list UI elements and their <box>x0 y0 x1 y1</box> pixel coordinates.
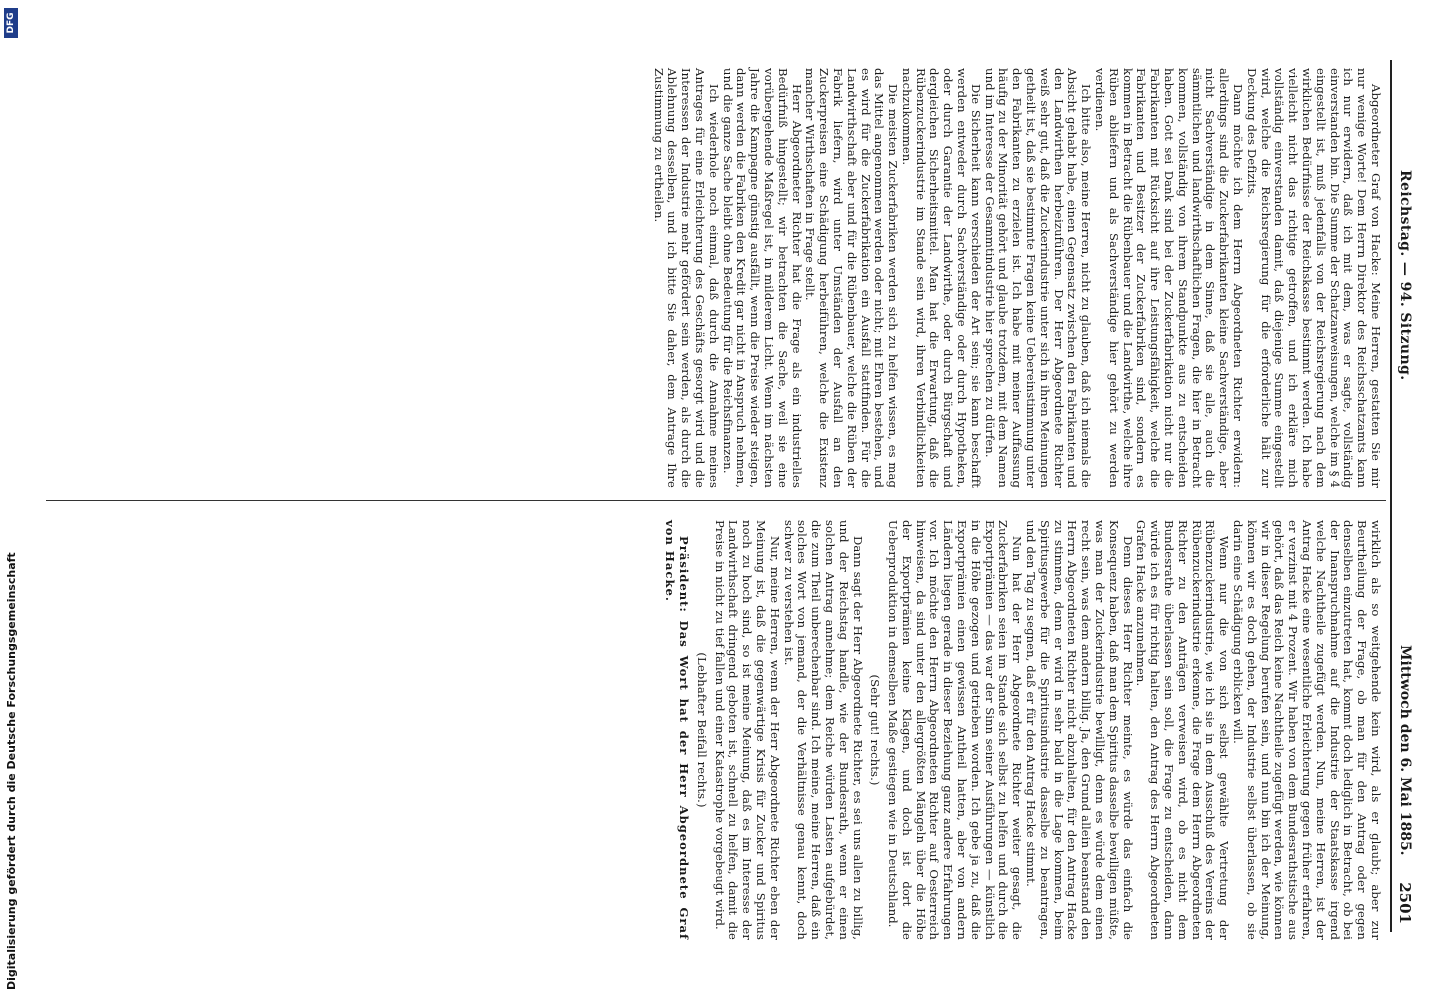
bravo-note: (Lebhafter Beifall rechts.) <box>694 652 709 808</box>
column-divider <box>46 500 1386 501</box>
paragraph: Die Sicherheit kann verschieden der Art sein; sie kann beschafft werden entweder durch Sachverständige oder durch Hypotheken, oder durch Garantie der Landwirthe, oder durch Bürgschaft und dergleichen Sicherheitsmittel. Man hat die Erwartung, daß die Rübenzuckerindustrie im Stande sein wird, ihren Verbindlichkeiten nachzukommen. <box>899 68 983 488</box>
president-line: Präsident: Das Wort hat der Herr Abgeordnete Graf von Hacke. <box>663 520 691 940</box>
paragraph: Herr Abgeordneter Richter hat die Frage als ein industrielles Bedürfniß hingestellt; wir betrachten die Sache, weil sie eine vorübergehende Maßregel ist, in milderem Licht. Wenn im nächsten Jahre die Kampagne günstig ausfällt, wenn die Preise wieder steigen, dann werden die Fabriken den Kredit gar nicht in Anspruch nehmen, und die ganze Sache bleibt ohne Bedeutung für die Reichsfinanzen. <box>720 68 804 488</box>
header-date: Mittwoch den 6. Mai 1885. <box>1397 645 1413 856</box>
paragraph: Abgeordneter Graf von Hacke: Meine Herren, gestatten Sie mir nur wenige Worte! Dem Herrn Direktor des Reichsschatzamts kann ich nur erwidern, daß ich mit dem, was er sagte, vollständig einverstanden bin. Die Summe der Schatzanweisungen, welche im § 4 eingestellt ist, muß jedenfalls von der Reichsregierung nach dem wirklichen Bedürfnisse der Reichskasse bestimmt werden. Ich habe vielleicht nicht das richtige getroffen, und ich erkläre mich vollständig einverstanden damit, daß diejenige Summe eingestellt wird, welche die Reichsregierung für die erforderliche hält zur Deckung des Defizits. <box>1244 68 1383 488</box>
paragraph: Dann sagt der Herr Abgeordnete Richter, es sei uns allen zu billig, und der Reichstag handle, wie der Bundesrath, wenn er einen solchen Antrag annehme; dem Reiche würden Lasten aufgebürdet, die zum Theil unberechenbar sind. Ich meine, meine Herren, daß ein solches Wort von jemand, der die Verhältnisse genau kennt, doch schwer zu verstehen ist. <box>781 520 865 940</box>
left-column <box>651 68 1382 488</box>
dfg-logo: DFG <box>4 8 18 38</box>
paragraph: Dann möchte ich dem Herrn Abgeordneten Richter erwidern: allerdings sind die Zuckerfabrikanten kleine Sachverständige, aber nicht Sachverständige in dem Sinne, daß sie alle, auch die sämmtlichen und landwirthschaftlichen Fragen, die hier in Betracht kommen, vollständig von ihrem Standpunkte aus zu entscheiden haben. Gott sei Dank sind bei der Zuckerfabrikation nicht nur die Fabrikanten mit Rücksicht auf ihre Leistungsfähigkeit, welche die Fabrikanten und Besitzer der Zuckerfabriken sind, sondern es kommen in Betracht die Rübenbauer und die Landwirthe, welche ihre Rüben abliefern und als Sachverständige hier gehört zu werden verdienen. <box>1093 68 1246 488</box>
header-rule <box>1390 60 1392 932</box>
paragraph: Ich wiederhole noch einmal, daß durch die Annahme meines Antrages für eine Erleichterung des Geschäfts gesorgt wird und die Interessen der Industrie mehr gefördert sein werden, als durch die Ablehnung desselben, und ich bitte Sie daher, dem Antrage Ihre Zustimmung zu ertheilen. <box>651 68 721 488</box>
page-number: 2501 <box>1396 882 1414 924</box>
footer-credit-text: Digitalisierung gefördert durch die Deutsche Forschungsgemeinschaft <box>5 552 18 990</box>
applause-note: (Sehr gut! rechts.) <box>868 674 883 786</box>
paragraph: wirklich als so weitgehende kein wird, als er glaubt; aber zur Beurtheilung der Frage, ob man für den Antrag oder gegen denselben einzutreten hat, kommt doch lediglich in Betracht, ob bei der Inanspruchnahme auf die Industrie der Staatskasse irgend welche Nachtheile zugefügt werden. Nun, meine Herren, ist der Antrag Hacke eine wesentliche Erleichterung gegen früher erfahren, er verzinst mit 4 Prozent. Wir haben von dem Bundesrathstische aus gehört, daß das Reich keine Nachtheile zugefügt werden, wie können wir in dieser Regelung berufen sein, und nun bin ich der Meinung, können wir es doch gehen, der Industrie selbst überlassen, ob sie darin eine Schädigung erblicken will. <box>1231 520 1383 940</box>
paragraph: Denn dieses Herr Richter meinte, es würde das einfach die Konsequenz haben, daß man dem Spiritus dasselbe bewilligen müßte, was man der Zuckerindustrie bewilligt, denn es würde dem einen recht sein, was dem andern billig. Ja, den Grund allein beanstand den Herrn Abgeordneten Richter nicht abzuhalten, für den Antrag Hacke zu stimmen, denn er wird in sehr bald in die Lage kommen, beim Spiritusgewerbe für die Spiritusindustrie dasselbe zu beantragen, und den Tag zu segnen, daß er für den Antrag Hacke stimmt. <box>1024 520 1135 940</box>
right-column <box>662 520 1382 940</box>
paragraph: Ich bitte also, meine Herren, nicht zu glauben, daß ich niemals die Absicht gehabt habe, einen Gegensatz zwischen den Fabrikanten und den Landwirthen herbeizuführen. Der Herr Abgeordnete Richter weiß sehr gut, daß die Zuckerindustrie unter sich in ihren Meinungen getheilt ist, daß sie bestimmte Fragen keine Uebereinstimmung unter den Fabrikanten zu erzielen ist. Ich habe mit meiner Auffassung häufig zu der Minorität gehört und glaube trotzdem, mit dem Namen und im Interesse der Gesammtindustrie hier sprechen zu dürfen. <box>982 68 1094 488</box>
paragraph: Die meisten Zuckerfabriken werden sich zu helfen wissen, es mag das Mittel angenommen werden oder nicht; mit Ehren bestehen, und es wird für die Zuckerfabrikation ein Ausfall stattfinden. Für die Landwirthschaft aber und für die Rübenbauer, welche die Rüben der Fabrik liefern, wird unter Umständen der Ausfall an den Zuckerpreisen eine Schädigung herbeiführen, welche die Existenz mancher Wirthschaften in Frage stellt. <box>803 68 901 488</box>
footer-credit <box>0 0 24 1000</box>
paragraph: Nur, meine Herren, wenn der Herr Abgeordnete Richter eben der Meinung ist, daß die gegenwärtige Krisis für Zucker und Spiritus noch zu hoch sind, so ist meine Meinung, daß es im Interesse der Landwirthschaft dringend geboten ist, schnell zu helfen, damit die Preise in nicht zu tief fallen und einer Katastrophe vorgebeugt wird. <box>712 520 782 940</box>
header-title: Reichstag. — 94. Sitzung. <box>1397 170 1413 381</box>
paragraph: Nun hat der Herr Abgeordnete Richter weiter gesagt, die Zuckerfabriken seien im Stande sich selbst zu helfen und durch die Exportprämien — das war der Sinn seiner Ausführungen — künstlich in die Höhe gezogen und getrieben worden. Ich gebe ja zu, daß die Exportprämien einen gewissen Antheil hatten, aber von andern Ländern liegen gerade in dieser Beziehung ganz andere Erfahrungen vor. Ich möchte den Herrn Abgeordneten Richter auf Oesterreich hinweisen, da sind unter den allergrößten Mängeln über die Höhe der Exportprämien keine Klagen, und doch ist dort die Ueberproduktion in demselben Maße gestiegen wie in Deutschland. <box>886 520 1025 940</box>
paragraph: Wenn nur die von sich selbst gewählte Vertretung der Rübenzuckerindustrie, wie ich sie in dem Ausschuß des Vereins der Rübenzuckerindustrie erkenne, die Frage dem Herrn Abgeordneten Richter zu den Anträgen verweisen wird, ob es nicht dem Bundesrathe überlassen sein soll, die Frage zu entscheiden, dann würde ich es für richtig halten, den Antrag des Herrn Abgeordneten Grafen Hacke anzunehmen. <box>1134 520 1232 940</box>
